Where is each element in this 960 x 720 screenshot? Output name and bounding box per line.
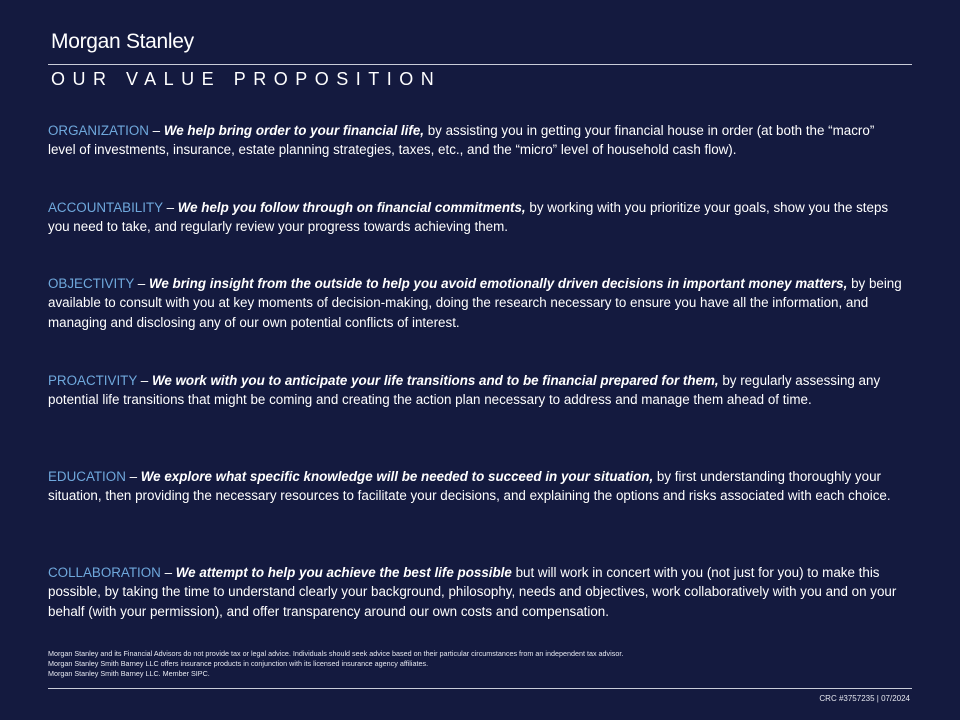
section-heading: ORGANIZATION — [48, 123, 149, 138]
section-dash: – — [162, 200, 178, 215]
section-tagline: We work with you to anticipate your life transitions and to be financial prepared for them, — [151, 373, 719, 388]
section-heading: COLLABORATION — [48, 565, 161, 580]
section-heading: ACCOUNTABILITY — [48, 200, 163, 215]
page-title: OUR VALUE PROPOSITION — [51, 69, 442, 89]
section-body: by first understanding thoroughly your situation, then providing the necessary resources to facilitate your decisions, and explaining the options and risks associated with each choice. — [48, 469, 891, 504]
section-body: by working with you prioritize your goals, show you the steps you need to take, and regularly review your progress towards achieving them. — [48, 200, 889, 235]
section-heading: PROACTIVITY — [48, 373, 138, 388]
section-organization — [48, 121, 904, 160]
section-tagline: We attempt to help you achieve the best life possible — [175, 565, 512, 580]
section-heading: EDUCATION — [48, 469, 126, 484]
footer-divider — [48, 688, 912, 689]
section-heading: OBJECTIVITY — [48, 276, 135, 291]
section-proactivity — [48, 371, 904, 410]
section-objectivity — [48, 274, 904, 332]
section-dash: – — [148, 123, 164, 138]
section-education — [48, 467, 904, 506]
brand-logo: Morgan Stanley — [51, 30, 194, 53]
section-dash: – — [160, 565, 176, 580]
section-body: but will work in concert with you (not just for you) to make this possible, by taking the time to understand clearly your background, philosophy, needs and objectives, work collaboratively with you and on your behalf (with your permission), and offer transparency around our own costs and compensation. — [48, 565, 897, 619]
section-tagline: We bring insight from the outside to help you avoid emotionally driven decisions in important money matters, — [148, 276, 848, 291]
disclaimer-line: Morgan Stanley and its Financial Advisors do not provide tax or legal advice. Individuals should seek advice based on their particular circumstances from an independent tax advisor. — [48, 649, 624, 658]
disclaimer-line: Morgan Stanley Smith Barney LLC. Member SIPC. — [48, 669, 210, 679]
section-tagline: We explore what specific knowledge will be needed to succeed in your situation, — [140, 469, 654, 484]
section-tagline: We help you follow through on financial commitments, — [177, 200, 526, 215]
section-dash: – — [125, 469, 141, 484]
section-body: by regularly assessing any potential life transitions that might be coming and creating the action plan necessary to address and manage them ahead of time. — [48, 373, 881, 408]
section-collaboration — [48, 563, 904, 621]
section-tagline: We help bring order to your financial life, — [163, 123, 424, 138]
disclaimer — [48, 649, 908, 680]
section-body: by being available to consult with you at key moments of decision-making, doing the research necessary to ensure you have all the information, and managing and disclosing any of our own potential conflicts of interest. — [48, 276, 902, 330]
section-body: by assisting you in getting your financial house in order (at both the “macro” level of investments, insurance, estate planning strategies, taxes, etc., and the “micro” level of household cash flow). — [48, 123, 875, 158]
section-accountability — [48, 198, 904, 237]
crc-code: CRC #3757235 | 07/2024 — [819, 694, 910, 703]
disclaimer-line: Morgan Stanley Smith Barney LLC offers insurance products in conjunction with its licensed insurance agency affiliates. — [48, 659, 429, 669]
header-divider — [48, 64, 912, 65]
section-dash: – — [137, 373, 152, 388]
section-dash: – — [134, 276, 149, 291]
